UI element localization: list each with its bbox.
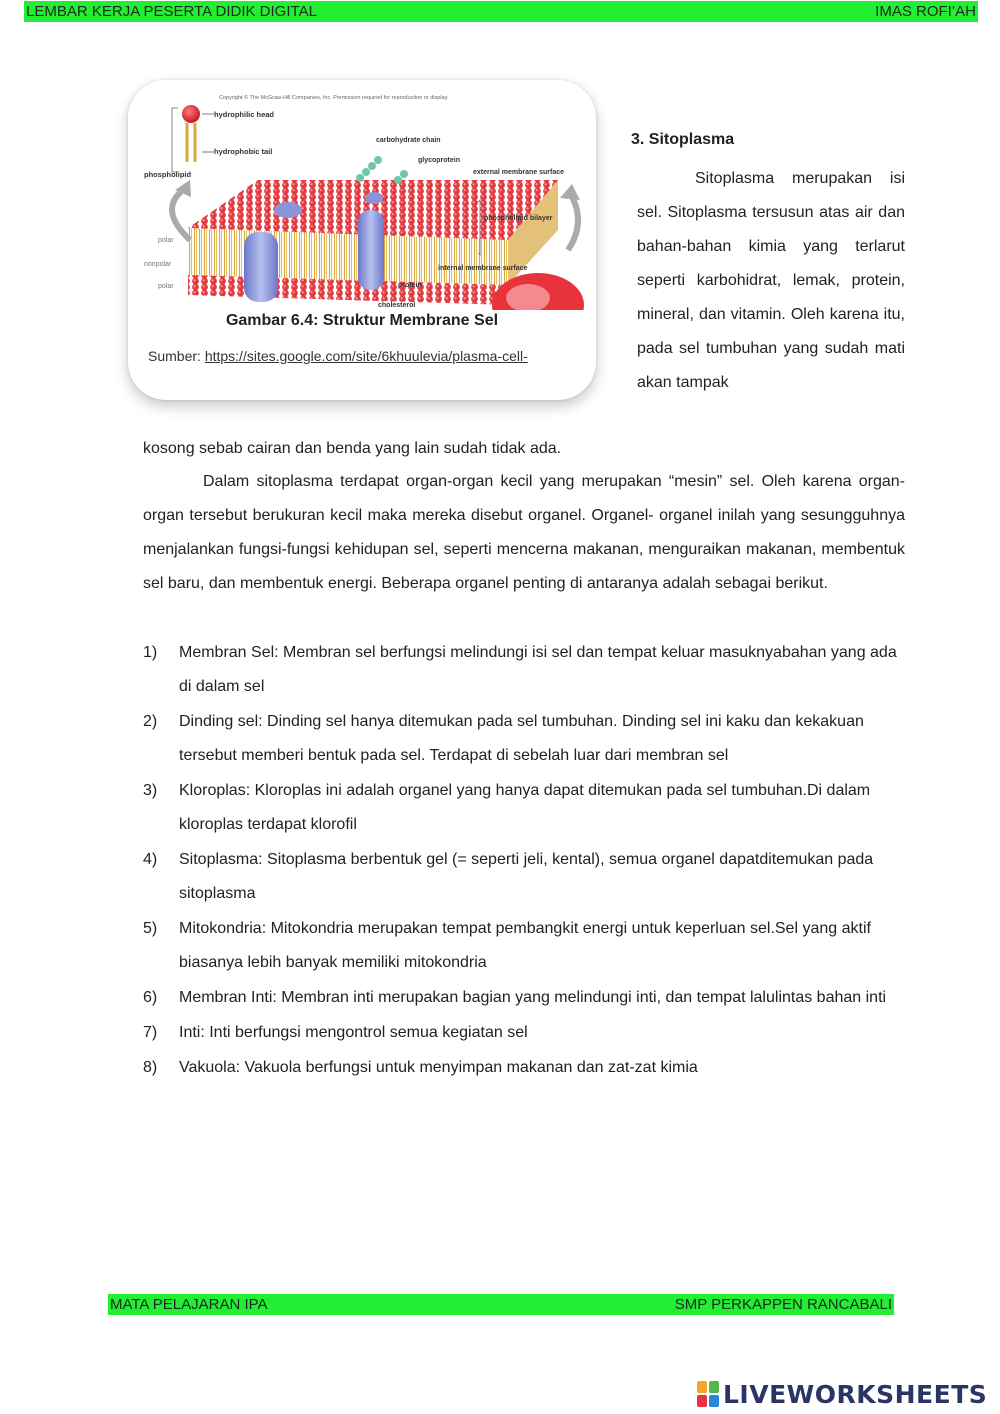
logo-mark-icon — [697, 1381, 719, 1407]
side-text: Sitoplasma merupakan isi sel. Sitoplasma tersusun atas air dan bahan-bahan kimia yang terlarut seperti karbohidrat, lemak, protein, mineral, dan vitamin. Oleh karena itu, pada sel tumbuhan yang sudah mati akan tampak — [637, 170, 905, 391]
list-item — [143, 1016, 905, 1050]
source-link[interactable]: https://sites.google.com/site/6khuulevia/plasma-cell- — [204, 348, 528, 364]
list-item — [143, 636, 905, 704]
organelle-list — [143, 636, 905, 1086]
header-left: LEMBAR KERJA PESERTA DIDIK DIGITAL — [26, 3, 317, 20]
figure-caption: Gambar 6.4: Struktur Membrane Sel — [225, 312, 499, 329]
label-polar-top: polar — [158, 237, 174, 244]
list-item-text: Membran Sel: Membran sel berfungsi melindungi isi sel dan tempat keluar masuknyabahan yang ada di dalam sel — [179, 644, 897, 695]
list-item-number: 1) — [143, 644, 158, 661]
label-cholesterol: cholesterol — [378, 302, 416, 309]
label-protein: protein — [398, 282, 422, 289]
label-internal-surface: internal membrane surface — [438, 265, 528, 272]
paragraph-text: Dalam sitoplasma terdapat organ-organ kecil yang merupakan “mesin” sel. Oleh karena organ-organ tersebut berukuran kecil maka mereka disebut organel. Organel- organel inilah yang sesungguhnya menjalankan fungsi-fungsi kehidupan sel, seperti mencerna makanan, menguraikan makanan, membentuk sel baru, dan membentuk energi. Beberapa organel penting di antaranya adalah sebagai berikut. — [143, 473, 905, 592]
side-paragraph — [637, 162, 905, 400]
list-item — [143, 705, 905, 773]
label-hydrophobic-tail: hydrophobic tail — [214, 147, 273, 156]
integral-protein — [358, 210, 384, 290]
label-hydrophilic-head: hydrophilic head — [214, 110, 275, 119]
label-phospholipid: phospholipid — [144, 170, 192, 179]
paragraph-continuation: kosong sebab cairan dan benda yang lain sudah tidak ada. — [143, 440, 562, 457]
list-item — [143, 1051, 905, 1085]
list-item-text: Membran Inti: Membran inti merupakan bagian yang melindungi inti, dan tempat lalulintas bahan inti — [179, 989, 887, 1006]
list-item-number: 5) — [143, 920, 158, 937]
header-right: IMAS ROFI’AH — [875, 3, 976, 20]
phospholipid-head — [182, 105, 200, 123]
membrane-diagram — [128, 80, 596, 310]
figure-source — [148, 348, 528, 364]
footer-left: MATA PELAJARAN IPA — [110, 1296, 268, 1313]
list-item-text: Vakuola: Vakuola berfungsi untuk menyimpan makanan dan zat-zat kimia — [179, 1059, 698, 1076]
list-item — [143, 912, 905, 980]
list-item-number: 2) — [143, 713, 158, 730]
label-glycoprotein: glycoprotein — [418, 157, 461, 164]
list-item-number: 6) — [143, 989, 158, 1006]
list-item-text: Kloroplas: Kloroplas ini adalah organel yang hanya dapat ditemukan pada sel tumbuhan.Di dalam kloroplas terdapat klorofil — [179, 782, 871, 833]
logo-text: LIVEWORKSHEETS — [723, 1379, 988, 1409]
list-item — [143, 981, 905, 1015]
list-item-number: 3) — [143, 782, 158, 799]
label-bilayer: phospholipid bilayer — [484, 215, 553, 222]
channel-protein — [244, 232, 278, 302]
footer-right: SMP PERKAPPEN RANCABALI — [674, 1296, 892, 1313]
list-item-number: 7) — [143, 1024, 158, 1041]
list-item-text: Inti: Inti berfungsi mengontrol semua kegiatan sel — [179, 1024, 528, 1041]
copyright-text: Copyright © The McGraw-Hill Companies, Inc. Permission required for reproduction or display. — [219, 95, 449, 101]
label-nonpolar: nonpolar — [144, 261, 172, 268]
source-prefix: Sumber: — [148, 348, 205, 364]
footer-bar — [108, 1294, 894, 1315]
list-item — [143, 774, 905, 842]
label-polar-bottom: polar — [158, 283, 174, 290]
membrane-figure — [128, 80, 596, 400]
header-bar — [24, 1, 978, 22]
list-item-text: Sitoplasma: Sitoplasma berbentuk gel (= seperti jeli, kental), semua organel dapatditemukan pada sitoplasma — [179, 851, 874, 902]
section-title: 3. Sitoplasma — [631, 131, 735, 148]
label-carbohydrate-chain: carbohydrate chain — [376, 137, 441, 144]
list-item — [143, 843, 905, 911]
liveworksheets-logo[interactable] — [697, 1378, 987, 1410]
label-external-surface: external membrane surface — [473, 169, 565, 176]
list-item-number: 4) — [143, 851, 158, 868]
organel-paragraph — [143, 465, 905, 601]
list-item-number: 8) — [143, 1059, 158, 1076]
list-item-text: Dinding sel: Dinding sel hanya ditemukan pada sel tumbuhan. Dinding sel ini kaku dan kekakuan tersebut memberi bentuk pada sel. Terdapat di sebelah luar dari membran sel — [179, 713, 864, 764]
list-item-text: Mitokondria: Mitokondria merupakan tempat pembangkit energi untuk keperluan sel.Sel yang aktif biasanya lebih banyak memiliki mitokondria — [179, 920, 871, 971]
